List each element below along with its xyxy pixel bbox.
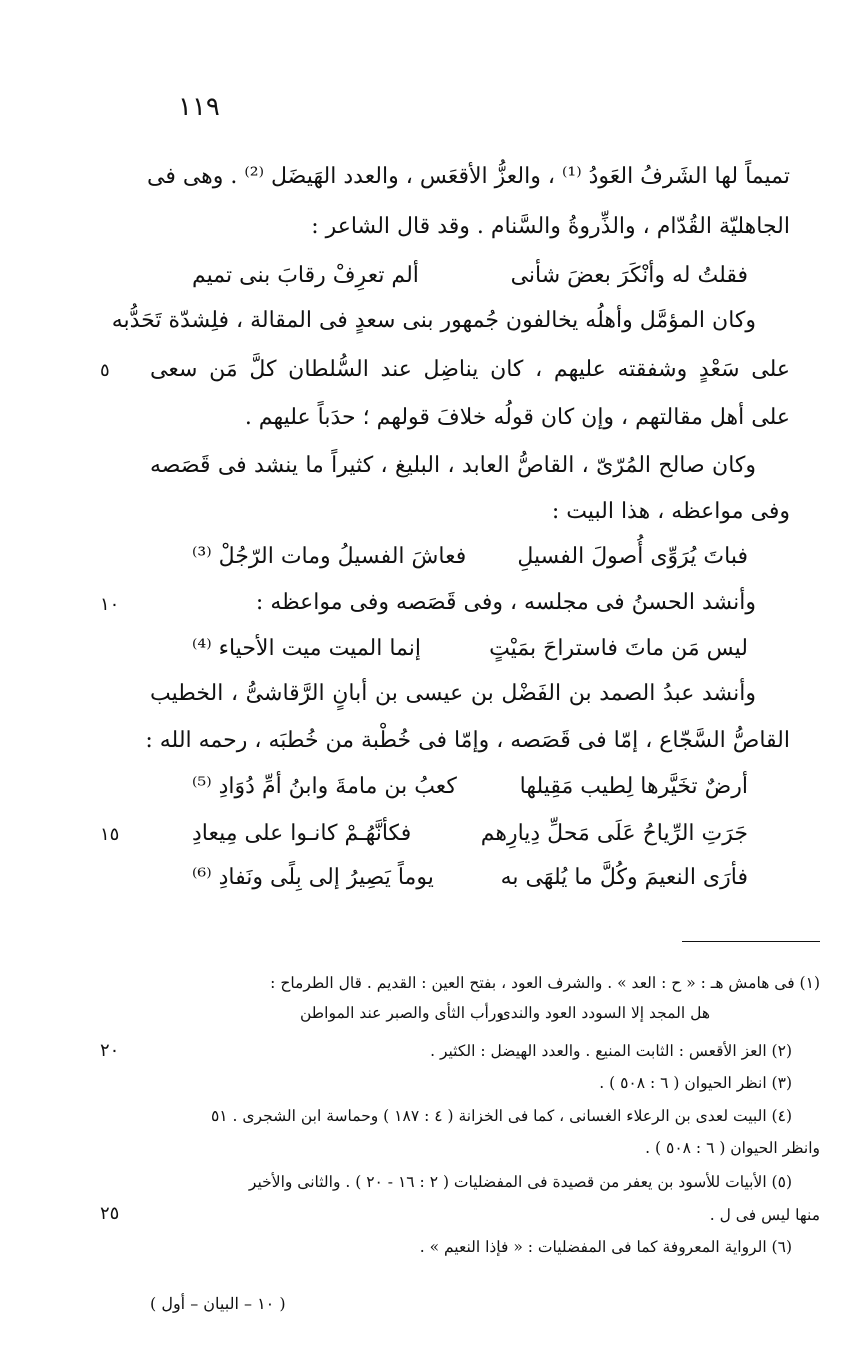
verse-hemistich-second: كعبُ بن مامةَ وابنُ أمِّ دُوَادِ ⁽⁵⁾ [192,774,457,799]
verse-line [150,862,790,894]
line-number: ٢٠ [100,1040,120,1061]
verse-hemistich-first: فأرَى النعيمَ وكُلَّ ما يُلهَى به [500,865,748,890]
body-line: وأنشد عبدُ الصمد بن الفَضْل بن عيسى بن أبانٍ الرَّقاشىُّ ، الخطيب [150,681,756,706]
body-line: على سَعْدٍ وشفقته عليهم ، كان يناضِل عند السُّلطان كلَّ مَن سعى [150,357,790,382]
verse-hemistich-second: إنما الميت ميت الأحياء ⁽⁴⁾ [192,636,422,661]
footnote-line: (٥) الأبيات للأسود بن يعفر من قصيدة فى المفضليات ( ٢ : ١٦ - ٢٠ ) . والثانى والأخير [248,1173,792,1191]
verse-hemistich-first: أرضٌ تخَيَّرها لِطيب مَقِيلها [519,774,748,799]
verse-hemistich-second: فعاشَ الفسيلُ ومات الرّجُلْ ⁽³⁾ [192,544,467,569]
footnote-line: (٢) العز الأقعس : الثابت المنيع . والعدد الهيضل : الكثير . [430,1042,792,1060]
line-number: ١٠ [100,594,120,615]
verse-hemistich-first: هل المجد إلا السودد العود والندى [498,1004,710,1022]
body-line: القاصُّ السَّجّاع ، إمّا فى قَصَصه ، وإمّا فى خُطْبة من خُطبَه ، رحمه الله : [145,728,790,753]
footnote-line: وانظر الحيوان ( ٦ : ٥٠٨ ) . [645,1139,820,1157]
body-line: وأنشد الحسنُ فى مجلسه ، وفى قَصَصه وفى مواعظه : [255,590,756,615]
verse-hemistich-first: فباتَ يُرَوِّى أُصولَ الفسيلِ [517,544,748,569]
line-number: ٥ [100,360,110,381]
verse-hemistich-first: ليس مَن ماتَ فاستراحَ بمَيْتٍ [489,636,748,661]
footnote-line: (١) فى هامش هـ : « ح : العد » . والشرف العود ، بفتح العين : القديم . قال الطرماح : [270,974,820,992]
verse-line [150,633,790,665]
verse-hemistich-second: يوماً يَصِيرُ إلى بِلًى ونَفادِ ⁽⁶⁾ [192,865,434,890]
footnote-line: (٣) انظر الحيوان ( ٦ : ٥٠٨ ) . [599,1074,792,1092]
verse-line [150,541,790,573]
footnote-line: منها ليس فى ل . [709,1206,820,1224]
body-line: على أهل مقالتهم ، وإن كان قولُه خلافَ قولهم ؛ حدَباً عليهم . [244,405,790,430]
body-line: وكان صالح المُرّىّ ، القاصُّ العابد ، البليغ ، كثيراً ما ينشد فى قَصَصه [150,453,756,478]
verse-hemistich-second: ورأب الثأى والصبر عند المواطن [300,1004,504,1022]
verse-hemistich-second: ألم تعرِفْ رقابَ بنى تميم [192,263,419,288]
footnote-line: (٤) البيت لعدى بن الرعلاء الغسانى ، كما فى الخزانة ( ٤ : ١٨٧ ) وحماسة ابن الشجرى . ٥١ [210,1107,792,1125]
verse-line [150,260,790,292]
verse-hemistich-first: فقلتُ له وأنْكَرَ بعضَ شأنى [510,263,748,288]
page-number: ١١٩ [178,92,220,122]
body-line: وفى مواعظه ، هذا البيت : [551,499,790,524]
verse-hemistich-second: فكأنَّهُـمْ كانـوا على مِيعادِ [192,821,412,846]
body-line: الجاهليّة القُدّام ، والذِّروةُ والسَّنام . وقد قال الشاعر : [311,214,790,239]
body-line: تميماً لها الشَرفُ العَودُ ⁽¹⁾ ، والعزُّ الأقعَس ، والعدد الهَيضَل ⁽²⁾ . وهى فى [147,164,790,189]
footnote-separator [682,941,820,942]
line-number: ٢٥ [100,1203,120,1224]
verse-line [150,818,790,850]
footnote-line: (٦) الرواية المعروفة كما فى المفضليات : « فإذا النعيم » . [419,1238,792,1256]
printer-signature: ( ١٠ – البيان – أول ) [150,1294,286,1313]
verse-hemistich-first: جَرَتِ الرِّياحُ عَلَى مَحلِّ دِيارِهم [480,821,748,846]
body-line: وكان المؤمَّل وأهلُه يخالفون جُمهور بنى سعدٍ فى المقالة ، فلِشدّة تَحَدُّبه [111,308,756,333]
verse-line [150,771,790,803]
line-number: ١٥ [100,824,120,845]
footnote-verse [150,1002,820,1024]
